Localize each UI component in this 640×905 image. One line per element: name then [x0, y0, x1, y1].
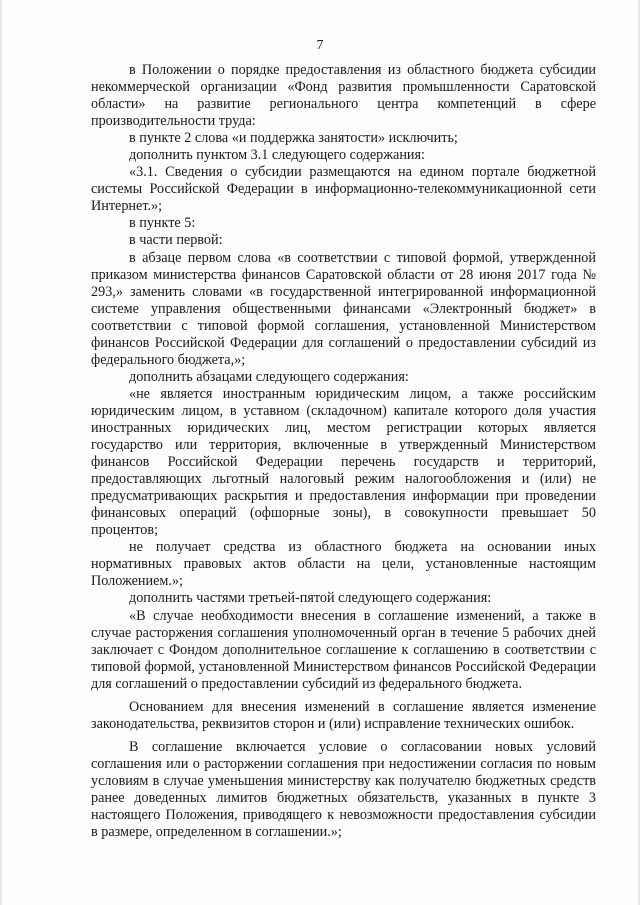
paragraph-part-one: в части первой:	[129, 232, 223, 249]
paragraph-point-3-1-text: «3.1. Сведения о субсидии размещаются на едином портале бюджетной системы Российской Федерации в информационно-телекоммуникационной сети Интернет.»;	[91, 164, 596, 215]
page-number: 7	[316, 38, 324, 53]
paragraph-add-point-3-1: дополнить пунктом 3.1 следующего содержания:	[129, 147, 425, 164]
paragraph-regulation-intro: в Положении о порядке предоставления из областного бюджета субсидии некоммерческой организации «Фонд развития промышленности Саратовской области» на развитие регионального центра компетенций в сфере производительности труда:	[91, 62, 596, 130]
scan-edge-left	[0, 0, 2, 905]
paragraph-agreement-changes: «В случае необходимости внесения в соглашение изменений, а также в случае расторжения соглашения уполномоченный орган в течение 5 рабочих дней заключает с Фондом дополнительное соглашение к соглашению в соответствии с типовой формой, установленной Министерством финансов Российской Федерации для соглашений о предоставлении субсидий из федерального бюджета.	[91, 607, 596, 692]
paragraph-basis-for-changes: Основанием для внесения изменений в соглашение является изменение законодательства, реквизитов сторон и (или) исправление технических ошибок.	[91, 698, 596, 732]
paragraph-not-foreign-entity: «не является иностранным юридическим лицом, а также российским юридическим лицом, в уставном (складочном) капитале которого доля участия иностранных юридических лиц, местом регистрации которых является государство или территория, включенные в утвержденный Министерством финансов Российской Федерации перечень государств и территорий, предоставляющих льготный налоговый режим налогообложения и (или) не предусматривающих раскрытия и предоставления информации при проведении финансовых операций (офшорные зоны), в совокупности превышает 50 процентов;	[91, 385, 596, 539]
paragraph-point-5: в пункте 5:	[129, 215, 196, 232]
paragraph-new-conditions: В соглашение включается условие о согласовании новых условий соглашения или о расторжении соглашения при недостижении согласия по новым условиям в случае уменьшения министерству как получателю бюджетных средств ранее доведенных лимитов бюджетных обязательств, указанных в пункте 3 настоящего Положения, приводящего к невозможности предоставления субсидии в размере, определенном в соглашении.»;	[91, 738, 596, 841]
paragraph-add-abzacs: дополнить абзацами следующего содержания:	[129, 368, 409, 385]
paragraph-add-parts-3-5: дополнить частями третьей-пятой следующего содержания:	[129, 590, 492, 607]
paragraph-point-2: в пункте 2 слова «и поддержка занятости» исключить;	[129, 130, 458, 147]
paragraph-no-other-funds: не получает средства из областного бюджета на основании иных нормативных правовых актов области на цели, установленные настоящим Положением.»;	[91, 539, 596, 590]
document-body	[91, 62, 596, 841]
paragraph-first-abzac-replace: в абзаце первом слова «в соответствии с типовой формой, утвержденной приказом министерства финансов Саратовской области от 28 июня 2017 года № 293,» заменить словами «в государственной интегрированной информационной системе управления общественными финансами «Электронный бюджет» в соответствии с типовой формой соглашения, установленной Министерством финансов Российской Федерации для соглашений о предоставлении субсидий из федерального бюджета,»;	[91, 249, 596, 368]
